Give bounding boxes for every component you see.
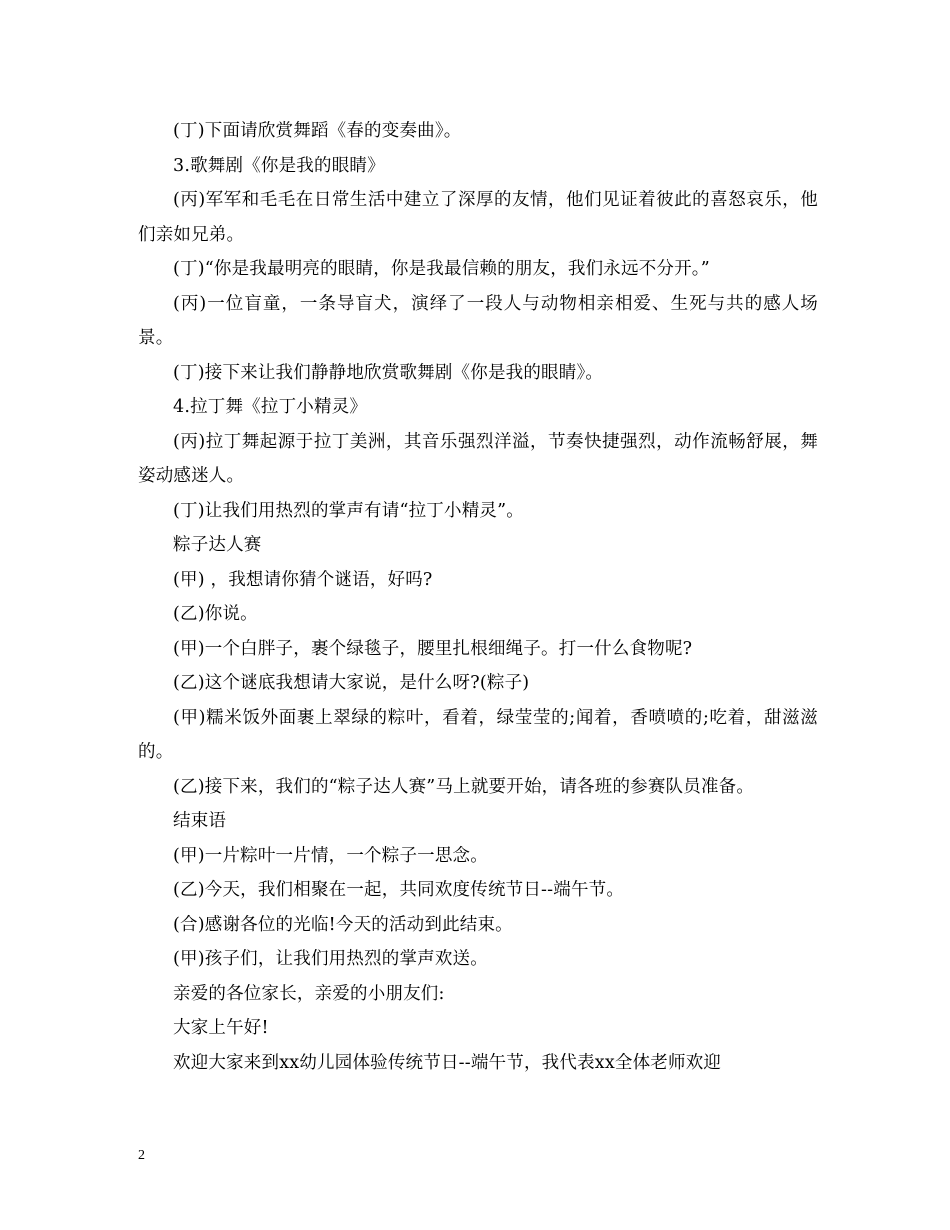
paragraph-22: 亲爱的各位家长，亲爱的小朋友们: xyxy=(173,983,445,1004)
page-number: 2 xyxy=(138,1148,145,1163)
paragraph-7: 4.拉丁舞《拉丁小精灵》 xyxy=(173,397,368,417)
paragraph-19: (乙)今天，我们相聚在一起，共同欢度传统节日--端午节。 xyxy=(173,880,625,900)
paragraph-13: (甲)一个白胖子，裹个绿毯子，腰里扎根细绳子。打一什么食物呢? xyxy=(173,638,693,659)
paragraph-16: (乙)接下来，我们的“粽子达人赛”马上就要开始，请各班的参赛队员准备。 xyxy=(173,776,755,797)
paragraph-4: (丁)“你是我最明亮的眼睛，你是我最信赖的朋友，我们永远不分开。” xyxy=(173,259,710,279)
paragraph-14: (乙)这个谜底我想请大家说，是什么呀?(粽子) xyxy=(173,673,530,693)
paragraph-20: (合)感谢各位的光临!今天的活动到此结束。 xyxy=(173,914,513,935)
paragraph-21: (甲)孩子们，让我们用热烈的掌声欢送。 xyxy=(173,949,488,969)
paragraph-12: (乙)你说。 xyxy=(173,604,258,624)
paragraph-6: (丁)接下来让我们静静地欣赏歌舞剧《你是我的眼睛》。 xyxy=(173,362,604,383)
paragraph-3: (丙)军军和毛毛在日常生活中建立了深厚的友情，他们见证着彼此的喜怒哀乐，他们亲如兄弟。 xyxy=(138,190,818,245)
paragraph-9: (丁)让我们用热烈的掌声有请“拉丁小精灵”。 xyxy=(173,500,524,521)
section-heading-closing: 结束语 xyxy=(173,811,227,831)
section-heading-zongzi-contest: 粽子达人赛 xyxy=(173,535,262,555)
paragraph-1: (丁)下面请欣赏舞蹈《春的变奏曲》。 xyxy=(173,121,462,141)
paragraph-11: (甲) ，我想请你猜个谜语，好吗? xyxy=(173,569,433,590)
paragraph-2: 3.歌舞剧《你是我的眼睛》 xyxy=(173,155,385,176)
document-body xyxy=(138,114,818,1080)
paragraph-18: (甲)一片粽叶一片情，一个粽子一思念。 xyxy=(173,845,488,866)
paragraph-5: (丙)一位盲童，一条导盲犬，演绎了一段人与动物相亲相爱、生死与共的感人场景。 xyxy=(138,293,818,348)
paragraph-23: 大家上午好! xyxy=(173,1018,269,1038)
paragraph-15: (甲)糯米饭外面裹上翠绿的粽叶，看着，绿莹莹的;闻着，香喷喷的;吃着，甜滋滋的。 xyxy=(138,707,818,762)
paragraph-8: (丙)拉丁舞起源于拉丁美洲，其音乐强烈洋溢，节奏快捷强烈，动作流畅舒展，舞姿动感迷人。 xyxy=(138,431,818,486)
paragraph-24: 欢迎大家来到xx幼儿园体验传统节日--端午节，我代表xx全体老师欢迎 xyxy=(173,1052,722,1073)
